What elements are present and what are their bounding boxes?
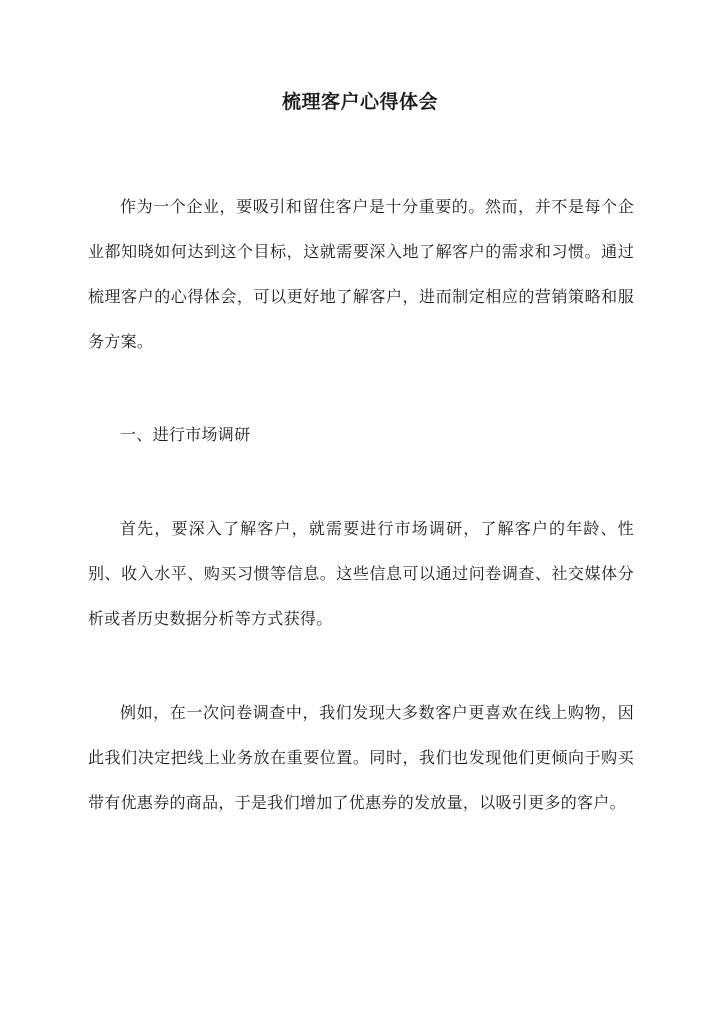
section-heading-market-research: 一、进行市场调研 — [120, 425, 251, 444]
market-research-paragraph: 首先，要深入了解客户，就需要进行市场调研，了解客户的年龄、性别、收入水平、购买习惯等信息。这些信息可以通过问卷调查、社交媒体分析或者历史数据分析等方式获得。 — [88, 519, 634, 628]
document-title: 梳理客户心得体会 — [281, 91, 438, 113]
example-paragraph: 例如，在一次问卷调查中，我们发现大多数客户更喜欢在线上购物，因此我们决定把线上业务放在重要位置。同时，我们也发现他们更倾向于购买带有优惠券的商品，于是我们增加了优惠券的发放量，以吸引更多的客户。 — [88, 703, 634, 812]
intro-paragraph: 作为一个企业，要吸引和留住客户是十分重要的。然而，并不是每个企业都知晓如何达到这个目标，这就需要深入地了解客户的需求和习惯。通过梳理客户的心得体会，可以更好地了解客户，进而制定相应的营销策略和服务方案。 — [88, 197, 634, 351]
